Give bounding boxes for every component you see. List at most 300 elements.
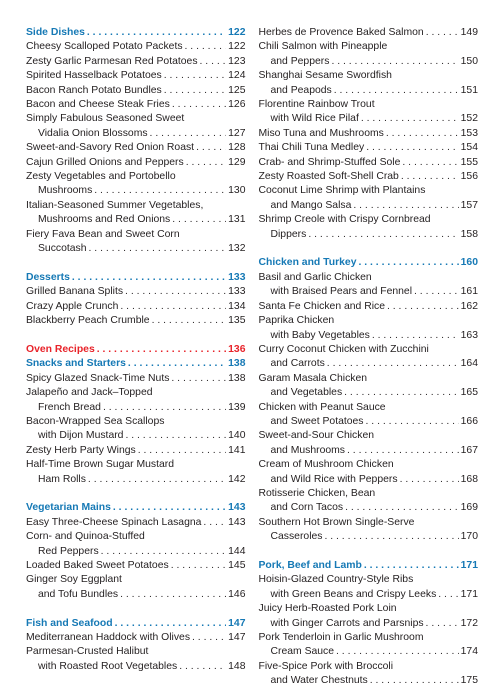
dot-leader [164, 84, 226, 98]
dot-leader [196, 141, 226, 155]
toc-entry [26, 645, 246, 674]
dot-leader [200, 55, 227, 69]
page-number: 147 [228, 617, 246, 629]
dot-leader [171, 372, 226, 386]
section-title: Side Dishes [26, 27, 85, 38]
toc-entry [259, 602, 479, 631]
entry-title-line: Corn- and Quinoa-Stuffed [26, 531, 145, 543]
page-number: 131 [228, 214, 246, 226]
page-number: 148 [228, 660, 246, 672]
page-number: 171 [460, 560, 478, 571]
entry-title-line: and Vegetables [270, 387, 343, 399]
toc-entry [26, 228, 246, 257]
toc-entry [259, 343, 479, 372]
dot-leader [138, 444, 226, 458]
entry-row [259, 141, 479, 155]
page-number: 155 [460, 156, 478, 168]
page-number: 146 [228, 588, 246, 600]
page-number: 143 [228, 516, 246, 528]
entry-title-line: Mushrooms [38, 185, 93, 197]
dot-leader [103, 401, 226, 415]
entry-row [26, 660, 246, 674]
dot-leader [89, 242, 227, 256]
entry-row [26, 285, 246, 299]
section-heading [26, 271, 246, 285]
toc-section [26, 271, 246, 329]
entry-row [26, 84, 246, 98]
entry-title-line: Bacon and Cheese Steak Fries [26, 99, 170, 111]
toc-entry [26, 444, 246, 458]
page-number: 156 [460, 171, 478, 183]
toc-entry [26, 458, 246, 487]
toc-entry [259, 98, 479, 127]
dot-leader [372, 329, 459, 343]
toc-section [259, 256, 479, 544]
entry-title-line: Succotash [38, 243, 87, 255]
toc-entry [26, 285, 246, 299]
toc-entry [259, 631, 479, 660]
entry-title-line: Coconut Lime Shrimp with Plantains [258, 185, 426, 197]
page-number: 157 [460, 199, 478, 211]
section-title: Vegetarian Mains [26, 502, 111, 514]
entry-row [26, 357, 246, 371]
dot-leader [97, 343, 226, 357]
entry-title-line: Cheesy Scalloped Potato Packets [26, 41, 183, 53]
entry-row [26, 69, 246, 83]
entry-row [259, 156, 479, 170]
entry-title-line: Basil and Garlic Chicken [258, 271, 372, 283]
toc-entry [259, 660, 479, 689]
page-number: 123 [228, 55, 246, 67]
page-number: 127 [228, 127, 246, 139]
entry-row [26, 444, 246, 458]
page-number: 126 [228, 99, 246, 111]
entry-title-line: Blackberry Peach Crumble [26, 315, 150, 327]
entry-row [26, 300, 246, 314]
page-number: 163 [460, 329, 478, 341]
dot-leader [324, 530, 458, 544]
dot-leader [203, 516, 226, 530]
page-number: 161 [460, 286, 478, 298]
entry-row [26, 617, 246, 631]
page-number: 175 [460, 675, 478, 687]
toc-entry [259, 127, 479, 141]
entry-row [259, 228, 479, 242]
section-heading [26, 357, 246, 371]
dot-leader [125, 285, 226, 299]
toc-entry [26, 631, 246, 645]
entry-row [259, 84, 479, 98]
toc-entry [26, 69, 246, 83]
page-number: 151 [460, 84, 478, 96]
entry-title-line: Jalapeño and Jack–Topped [26, 387, 153, 399]
dot-leader [186, 156, 226, 170]
entry-title-line: with Baby Vegetables [270, 329, 370, 341]
entry-title-line: Cream of Mushroom Chicken [258, 459, 394, 471]
entry-title-line: Half-Time Brown Sugar Mustard [26, 459, 175, 471]
entry-title-line: Zesty Roasted Soft-Shell Crab [258, 171, 399, 183]
page-number: 133 [228, 286, 246, 298]
toc-entry [259, 401, 479, 430]
page-number: 174 [460, 646, 478, 658]
dot-leader [414, 285, 459, 299]
page-number: 166 [460, 415, 478, 427]
dot-leader [358, 256, 458, 270]
entry-row [259, 674, 479, 688]
page-number: 134 [228, 300, 246, 312]
page-number: 172 [460, 617, 478, 629]
section-heading [259, 559, 479, 573]
entry-row [26, 40, 246, 54]
page-number: 129 [228, 156, 246, 168]
toc-entry [26, 530, 246, 559]
entry-row [259, 256, 479, 270]
entry-title-line: Chicken with Peanut Sauce [258, 401, 386, 413]
toc-entry [26, 141, 246, 155]
entry-row [259, 199, 479, 213]
entry-row [26, 127, 246, 141]
toc-section [26, 617, 246, 675]
toc-entry [259, 516, 479, 545]
toc-entry [26, 156, 246, 170]
toc-column-left [26, 26, 246, 700]
page-number: 153 [460, 127, 478, 139]
toc-column-right [259, 26, 479, 700]
dot-leader [400, 473, 459, 487]
toc-entry [26, 199, 246, 228]
entry-row [259, 444, 479, 458]
entry-title-line: Red Peppers [38, 545, 99, 557]
dot-leader [336, 645, 459, 659]
entry-title-line: Pork Tenderloin in Garlic Mushroom [258, 632, 424, 644]
entry-title-line: Zesty Vegetables and Portobello [26, 171, 176, 183]
toc-entry [26, 40, 246, 54]
dot-leader [128, 357, 226, 371]
entry-title-line: Simply Fabulous Seasoned Sweet [26, 113, 185, 125]
toc-entry [26, 112, 246, 141]
entry-title-line: Zesty Garlic Parmesan Red Potatoes [26, 55, 198, 67]
entry-title-line: and Mushrooms [270, 444, 346, 456]
toc-entry [26, 84, 246, 98]
entry-row [259, 285, 479, 299]
dot-leader [386, 127, 459, 141]
dot-leader [353, 199, 458, 213]
entry-title-line: Southern Hot Brown Single-Serve [258, 516, 415, 528]
page-number: 147 [228, 632, 246, 643]
entry-row [259, 386, 479, 400]
entry-title-line: Miso Tuna and Mushrooms [258, 127, 384, 139]
dot-leader [402, 156, 458, 170]
page-number: 158 [460, 228, 478, 240]
entry-title-line: Cajun Grilled Onions and Peppers [26, 156, 184, 168]
toc-entry [26, 98, 246, 112]
entry-title-line: Cream Sauce [270, 646, 335, 658]
page-number: 122 [228, 41, 246, 53]
entry-title-line: Thai Chili Tuna Medley [258, 142, 365, 154]
page-number: 124 [228, 70, 246, 82]
dot-leader [438, 588, 458, 602]
page-number: 154 [460, 142, 478, 154]
entry-row [259, 588, 479, 602]
entry-title-line: Sweet-and-Savory Red Onion Roast [26, 142, 195, 154]
entry-row [259, 357, 479, 371]
dot-leader [331, 55, 458, 69]
entry-title-line: Rotisserie Chicken, Bean [258, 487, 376, 499]
dot-leader [150, 127, 227, 141]
entry-row [259, 501, 479, 515]
entry-row [259, 127, 479, 141]
toc-entry [26, 386, 246, 415]
dot-leader [179, 660, 226, 674]
entry-title-line: Bacon Ranch Potato Bundles [26, 84, 162, 96]
entry-row [259, 559, 479, 573]
page-number: 141 [228, 444, 246, 456]
section-heading [26, 343, 246, 357]
entry-row [26, 141, 246, 155]
dot-leader [72, 271, 226, 285]
page-number: 142 [228, 473, 246, 485]
entry-title-line: Juicy Herb-Roasted Pork Loin [258, 603, 397, 615]
entry-row [26, 401, 246, 415]
toc-entry [26, 170, 246, 199]
entry-title-line: Ginger Soy Eggplant [26, 574, 122, 586]
entry-title-line: and Tofu Bundles [38, 588, 119, 600]
entry-row [26, 545, 246, 559]
entry-title-line: Mushrooms and Red Onions [38, 214, 171, 226]
entry-row [26, 343, 246, 357]
page-number: 130 [228, 185, 246, 197]
entry-row [259, 26, 479, 40]
page-number: 139 [228, 401, 246, 413]
page-number: 144 [228, 545, 246, 557]
page-number: 167 [460, 444, 478, 456]
toc-entry [259, 429, 479, 458]
dot-leader [192, 631, 226, 645]
dot-leader [88, 473, 226, 487]
toc-entry [259, 170, 479, 184]
entry-title-line: Bacon-Wrapped Sea Scallops [26, 415, 165, 427]
toc-entry [259, 141, 479, 155]
entry-row [26, 242, 246, 256]
entry-row [26, 429, 246, 443]
toc-entry [259, 213, 479, 242]
entry-row [259, 300, 479, 314]
entry-title-line: with Roasted Root Vegetables [38, 660, 178, 672]
section-heading [26, 501, 246, 515]
toc-entry [259, 314, 479, 343]
entry-title-line: with Wild Rice Pilaf [270, 113, 359, 125]
entry-title-line: Paprika Chicken [258, 315, 335, 327]
entry-title-line: with Ginger Carrots and Parsnips [270, 617, 424, 629]
entry-row [26, 55, 246, 69]
toc-section [26, 26, 246, 257]
entry-title-line: Herbes de Provence Baked Salmon [258, 27, 424, 38]
entry-title-line: and Mango Salsa [270, 199, 352, 211]
entry-title-line: Casseroles [270, 531, 323, 543]
entry-title-line: Santa Fe Chicken and Rice [258, 300, 385, 312]
dot-leader [334, 84, 459, 98]
toc-entry [259, 573, 479, 602]
toc-entry [26, 415, 246, 444]
page-number: 170 [460, 531, 478, 543]
toc-entry [259, 487, 479, 516]
entry-title-line: Dippers [270, 228, 307, 240]
toc-section [26, 357, 246, 487]
entry-row [259, 112, 479, 126]
page-number: 138 [228, 358, 246, 370]
entry-title-line: Parmesan-Crusted Halibut [26, 646, 149, 658]
entry-row [259, 55, 479, 69]
dot-leader [366, 415, 459, 429]
toc-entry [26, 300, 246, 314]
entry-title-line: with Dijon Mustard [38, 430, 124, 442]
page-number: 143 [228, 502, 246, 514]
section-heading [26, 26, 246, 40]
entry-title-line: Florentine Rainbow Trout [258, 99, 375, 111]
page-number: 171 [460, 588, 478, 600]
section-title: Oven Recipes [26, 343, 95, 355]
section-title: Chicken and Turkey [258, 257, 357, 269]
dot-leader [370, 674, 459, 688]
page-number: 138 [228, 372, 246, 384]
entry-title-line: Crab- and Shrimp-Stuffed Sole [258, 156, 401, 168]
dot-leader [152, 314, 227, 328]
section-title: Desserts [26, 271, 70, 283]
toc-entry [259, 372, 479, 401]
dot-leader [426, 617, 459, 631]
entry-title-line: Easy Three-Cheese Spinach Lasagna [26, 516, 202, 528]
entry-title-line: Sweet-and-Sour Chicken [258, 430, 375, 442]
entry-row [26, 516, 246, 530]
entry-row [26, 588, 246, 602]
page-number: 160 [460, 257, 478, 269]
entry-title-line: Hoisin-Glazed Country-Style Ribs [258, 574, 414, 586]
page-number: 169 [460, 502, 478, 514]
dot-leader [113, 501, 226, 515]
section-heading [26, 617, 246, 631]
page-number: 162 [460, 300, 478, 312]
entry-row [259, 329, 479, 343]
dot-leader [115, 617, 227, 631]
toc-entry [259, 271, 479, 300]
entry-row [26, 213, 246, 227]
entry-title-line: Garam Masala Chicken [258, 372, 368, 384]
entry-row [26, 631, 246, 645]
entry-row [26, 156, 246, 170]
entry-title-line: and Corn Tacos [270, 502, 344, 514]
entry-title-line: Vidalia Onion Blossoms [38, 127, 148, 139]
dot-leader [171, 559, 226, 573]
page-number: 152 [460, 113, 478, 125]
toc-entry [259, 26, 479, 40]
section-title: Fish and Seafood [26, 617, 113, 629]
dot-leader [120, 588, 226, 602]
entry-row [26, 372, 246, 386]
entry-title-line: Spirited Hasselback Potatoes [26, 70, 162, 82]
toc-entry [259, 69, 479, 98]
dot-leader [361, 112, 459, 126]
entry-title-line: Curry Coconut Chicken with Zucchini [258, 343, 429, 355]
toc-entry [26, 372, 246, 386]
toc-entry [26, 516, 246, 530]
page-number: 132 [228, 243, 246, 255]
page-number: 165 [460, 387, 478, 399]
page-number: 168 [460, 473, 478, 485]
section-heading [259, 256, 479, 270]
entry-title-line: with Green Beans and Crispy Leeks [270, 588, 437, 600]
entry-title-line: with Braised Pears and Fennel [270, 286, 413, 298]
toc-entry [259, 184, 479, 213]
entry-title-line: Five-Spice Pork with Broccoli [258, 660, 394, 672]
dot-leader [327, 357, 459, 371]
toc-entry [259, 40, 479, 69]
entry-title-line: and Carrots [270, 358, 325, 370]
dot-leader [125, 429, 226, 443]
page-number: 133 [228, 271, 246, 283]
entry-title-line: and Peapods [270, 84, 332, 96]
toc-entry [259, 458, 479, 487]
toc-section [26, 343, 246, 357]
toc-entry [26, 314, 246, 328]
toc-section [26, 501, 246, 602]
toc-section [259, 559, 479, 689]
entry-row [26, 26, 246, 40]
entry-title-line: Crazy Apple Crunch [26, 300, 119, 312]
toc-entry [26, 55, 246, 69]
entry-row [26, 559, 246, 573]
entry-row [26, 184, 246, 198]
toc-entry [259, 156, 479, 170]
dot-leader [426, 26, 459, 40]
entry-row [26, 501, 246, 515]
entry-title-line: Ham Rolls [38, 473, 86, 485]
page-number: 145 [228, 559, 246, 571]
entry-row [259, 170, 479, 184]
entry-title-line: and Water Chestnuts [270, 675, 368, 687]
dot-leader [364, 559, 459, 573]
entry-row [259, 415, 479, 429]
entry-row [259, 645, 479, 659]
toc-section [259, 26, 479, 242]
page-number: 150 [460, 55, 478, 67]
dot-leader [347, 444, 459, 458]
entry-title-line: and Wild Rice with Peppers [270, 473, 398, 485]
entry-title-line: Chili Salmon with Pineapple [258, 41, 388, 53]
dot-leader [87, 26, 226, 40]
page-number: 136 [228, 343, 246, 355]
dot-leader [172, 213, 226, 227]
dot-leader [345, 501, 459, 515]
entry-title-line: Grilled Banana Splits [26, 286, 124, 298]
page-number: 140 [228, 430, 246, 442]
entry-row [259, 530, 479, 544]
entry-row [259, 617, 479, 631]
page-number: 164 [460, 358, 478, 370]
entry-title-line: Loaded Baked Sweet Potatoes [26, 559, 169, 571]
entry-title-line: Mediterranean Haddock with Olives [26, 632, 191, 643]
page-number: 128 [228, 142, 246, 154]
dot-leader [172, 98, 226, 112]
entry-title-line: and Peppers [270, 55, 330, 67]
section-title: Snacks and Starters [26, 358, 126, 370]
dot-leader [101, 545, 227, 559]
entry-row [259, 473, 479, 487]
entry-row [26, 271, 246, 285]
entry-row [26, 473, 246, 487]
entry-title-line: Spicy Glazed Snack-Time Nuts [26, 372, 170, 384]
entry-row [26, 98, 246, 112]
entry-title-line: Shanghai Sesame Swordfish [258, 70, 392, 82]
